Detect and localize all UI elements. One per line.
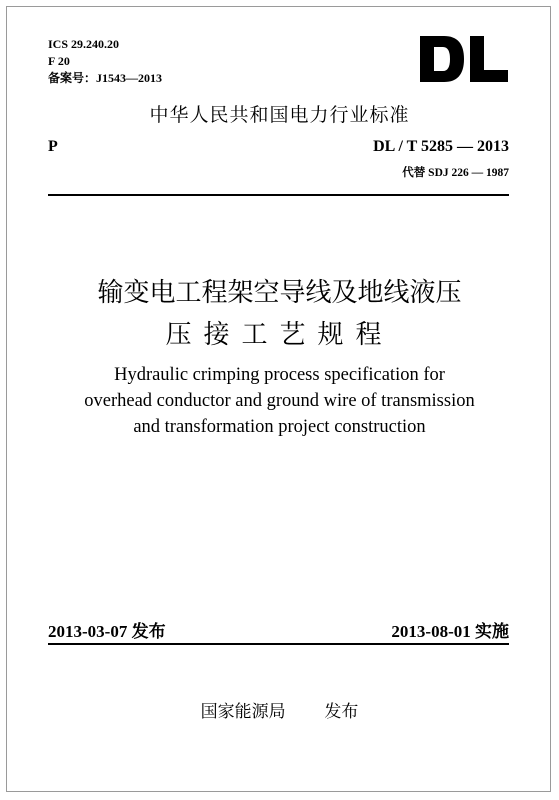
category-letter: P xyxy=(48,138,58,155)
record-number: 备案号：J1543—2013 xyxy=(48,71,163,85)
issuing-organization-header: 中华人民共和国电力行业标准 xyxy=(149,104,410,126)
bottom-divider xyxy=(48,643,509,645)
title-en xyxy=(0,362,559,440)
title-cn-line1: 输变电工程架空导线及地线液压 xyxy=(97,278,462,308)
title-en-line1: Hydraulic crimping process specification for xyxy=(114,365,445,385)
title-en-line3: and transformation project construction xyxy=(133,417,426,437)
logo-letter-d xyxy=(420,36,464,82)
title-en-line2: overhead conductor and ground wire of transmission xyxy=(84,391,475,411)
title-cn-line2: 压接工艺规程 xyxy=(165,320,394,350)
issuer-action: 发布 xyxy=(324,702,359,722)
issuer-line xyxy=(0,697,559,722)
classification-block xyxy=(48,36,162,87)
effective-date: 2013-08-01 实施 xyxy=(391,622,509,641)
dl-logo xyxy=(418,34,510,84)
ics-code: ICS 29.240.20 xyxy=(48,37,120,51)
logo-letter-l xyxy=(470,36,508,82)
publish-date: 2013-03-07 发布 xyxy=(48,622,166,641)
category-code: F 20 xyxy=(48,54,70,68)
issuer-name: 国家能源局 xyxy=(200,702,286,722)
top-divider xyxy=(48,194,509,196)
replaces-standard: 代替 SDJ 226 — 1987 xyxy=(402,167,509,179)
standard-number: DL / T 5285 — 2013 xyxy=(373,138,509,155)
